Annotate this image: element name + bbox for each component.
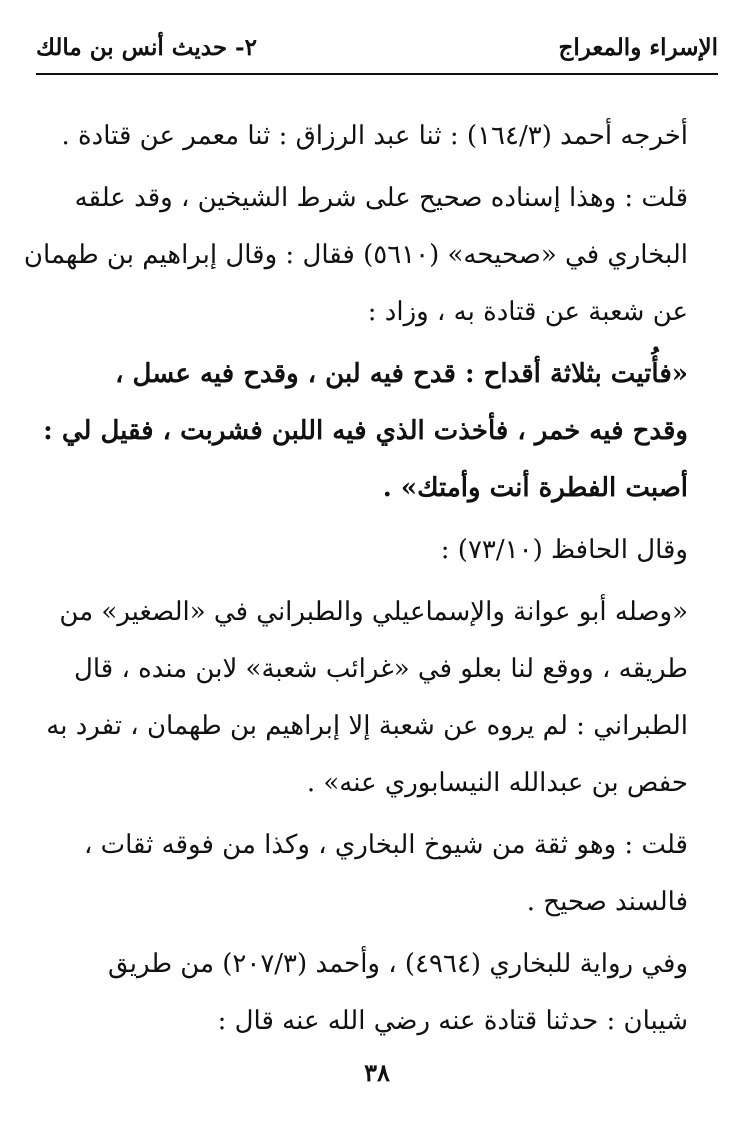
text-line: «وصله أبو عوانة والإسماعيلي والطبراني في «الصغير» من	[59, 597, 688, 627]
page-number: ٣٨	[364, 1058, 390, 1087]
text-line: «فأُتيت بثلاثة أقداح : قدح فيه لبن ، وقدح فيه عسل ،	[115, 359, 688, 389]
text-line: أخرجه أحمد (١٦٤/٣) : ثنا عبد الرزاق : ثنا معمر عن قتادة .	[61, 121, 688, 151]
page-body	[23, 108, 718, 1050]
text-line: وقال الحافظ (٧٣/١٠) :	[440, 535, 688, 565]
text-line: عن شعبة عن قتادة به ، وزاد :	[367, 297, 688, 327]
running-header	[36, 28, 718, 72]
text-line: فالسند صحيح .	[526, 887, 688, 917]
text-line: قلت : وهو ثقة من شيوخ البخاري ، وكذا من فوقه ثقات ،	[83, 830, 688, 860]
text-line: وقدح فيه خمر ، فأخذت الذي فيه اللبن فشربت ، فقيل لي :	[43, 416, 688, 446]
paragraph	[40, 522, 718, 579]
text-line: البخاري في «صحيحه» (٥٦١٠) فقال : وقال إبراهيم بن طهمان	[23, 240, 688, 270]
text-line: حفص بن عبدالله النيسابوري عنه» .	[306, 768, 688, 798]
text-line: وفي رواية للبخاري (٤٩٦٤) ، وأحمد (٢٠٧/٣) من طريق	[108, 949, 688, 979]
book-section-title: الإسراء والمعراج	[558, 34, 718, 61]
quote-paragraph	[40, 584, 718, 812]
paragraph	[23, 170, 718, 341]
paragraph	[40, 817, 718, 931]
chapter-title: ٢- حديث أنس بن مالك	[36, 34, 257, 61]
text-line: قلت : وهذا إسناده صحيح على شرط الشيخين ، وقد علقه	[74, 183, 688, 213]
paragraph	[40, 108, 718, 165]
paragraph	[40, 936, 718, 1050]
text-line: أصبت الفطرة أنت وأمتك» .	[382, 473, 688, 503]
text-line: الطبراني : لم يروه عن شعبة إلا إبراهيم بن طهمان ، تفرد به	[46, 711, 688, 741]
text-line: شيبان : حدثنا قتادة عنه رضي الله عنه قال :	[217, 1006, 688, 1036]
header-divider	[36, 73, 718, 75]
text-line: طريقه ، ووقع لنا بعلو في «غرائب شعبة» لابن منده ، قال	[73, 654, 688, 684]
bold-quote-paragraph	[40, 346, 718, 517]
